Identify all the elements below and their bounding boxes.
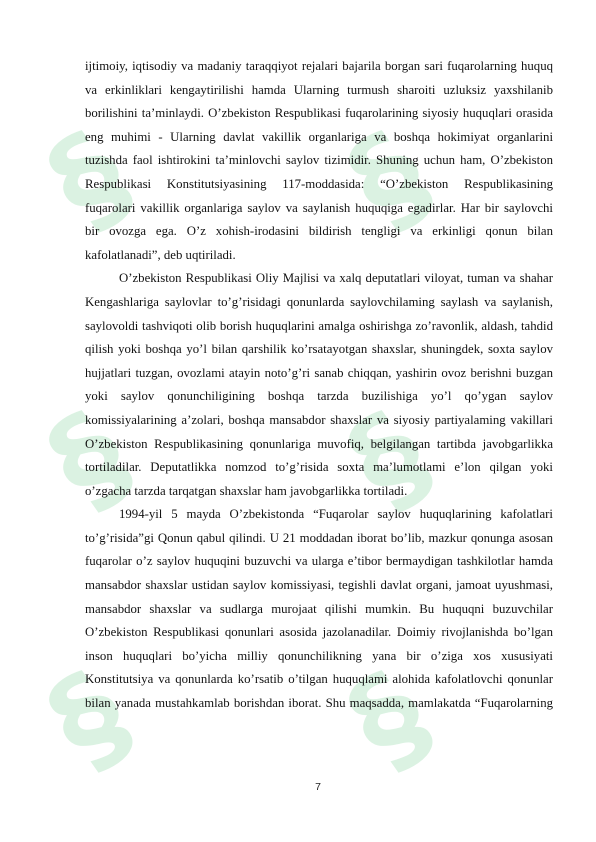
paragraph: 1994-yil 5 mayda O’zbekistonda “Fuqarolar saylov huquqlarining kafolatlari to’g’risida”gi Qonun qabul qilindi. U 21 moddadan iborat bo’lib, mazkur qonunga asosan fuqarolar o’z saylov huquqini buzuvchi va ularga e’tibor bermaydigan tashkilotlar hamda mansabdor shaxslar ustidan saylov komissiyasi, tegishli davlat organi, jamoat uyushmasi, mansabdor shaxslar va sudlarga murojaat qilishi mumkin. Bu huquqni buzuvchilar O’zbekiston Respublikasi qonunlari asosida jazolanadilar. Doimiy rivojlanishda bo’lgan inson huquqlari bo’yicha milliy qonunchilikning yana bir o’ziga xos xususiyati Konstitutsiya va qonunlarda ko’rsatib o’tilgan huquqlami alohida kafolatlovchi qonunlar bilan yanada mustahkamlab borishdan iborat. Shu maqsadda, mamlakatda “Fuqarolarning xyxy=(85,507,553,711)
body-text xyxy=(85,55,553,716)
watermark-logo: § xyxy=(25,105,155,254)
paragraph: ijtimoiy, iqtisodiy va madaniy taraqqiyot rejalari bajarila borgan sari fuqarolarning huquq va erkinliklari kengaytirilishi hamda Ularning turmush sharoiti uzluksiz yaxshilanib borilishini ta’minlaydi. O’zbekiston Respublikasi fuqarolarining siyosiy huquqlari orasida eng muhimi - Ularning davlat vakillik organlariga va boshqa hokimiyat organlarini tuzishda faol ishtirokini ta’minlovchi saylov tizimidir. Shuning uchun ham, O’zbekiston Respublikasi Konstitutsiyasining 117-moddasida: “O’zbekiston Respublikasining fuqarolari vakillik organlariga saylov va saylanish huquqiga egadirlar. Har bir saylovchi bir ovozga ega. O’z xohish-irodasini bildirish tengligi va erkinligi qonun bilan kafolatlanadi”, deb uqtiriladi. xyxy=(85,59,553,262)
watermark-logo: § xyxy=(25,645,155,794)
watermark-logo: § xyxy=(25,385,155,534)
watermark-logo: § xyxy=(325,105,455,254)
watermark-logo: § xyxy=(325,645,455,794)
paragraph: O’zbekiston Respublikasi Oliy Majlisi va xalq deputatlari viloyat, tuman va shahar Kengashlariga saylovlar to’g’risidagi qonunlarda saylovchilaming saylash va saylanish, saylovoldi tashviqoti olib borish huquqlarini amalga oshirishga zo’ravonlik, aldash, tahdid qilish yoki boshqa yo’l bilan qarshilik ko’rsatayotgan shaxslar, shuningdek, soxta saylov hujjatlari tuzgan, ovozlami atayin noto’g’ri sanab chiqqan, yashirin ovoz berishni buzgan yoki saylov qonunchiligining boshqa tarzda buzilishiga yo’l qo’ygan saylov komissiyalarining a’zolari, boshqa mansabdor shaxslar va siyosiy partiyalaming vakillari O’zbekiston Respublikasining qonunlariga muvofiq, belgilangan tartibda javobgarlikka tortiladilar. Deputatlikka nomzod to’g’risida soxta ma’lumotlami e’lon qilgan yoki o’zgacha tarzda tarqatgan shaxslar ham javobgarlikka tortiladi. xyxy=(85,271,553,498)
page-number: 7 xyxy=(315,781,321,793)
watermark-logo: § xyxy=(325,385,455,534)
